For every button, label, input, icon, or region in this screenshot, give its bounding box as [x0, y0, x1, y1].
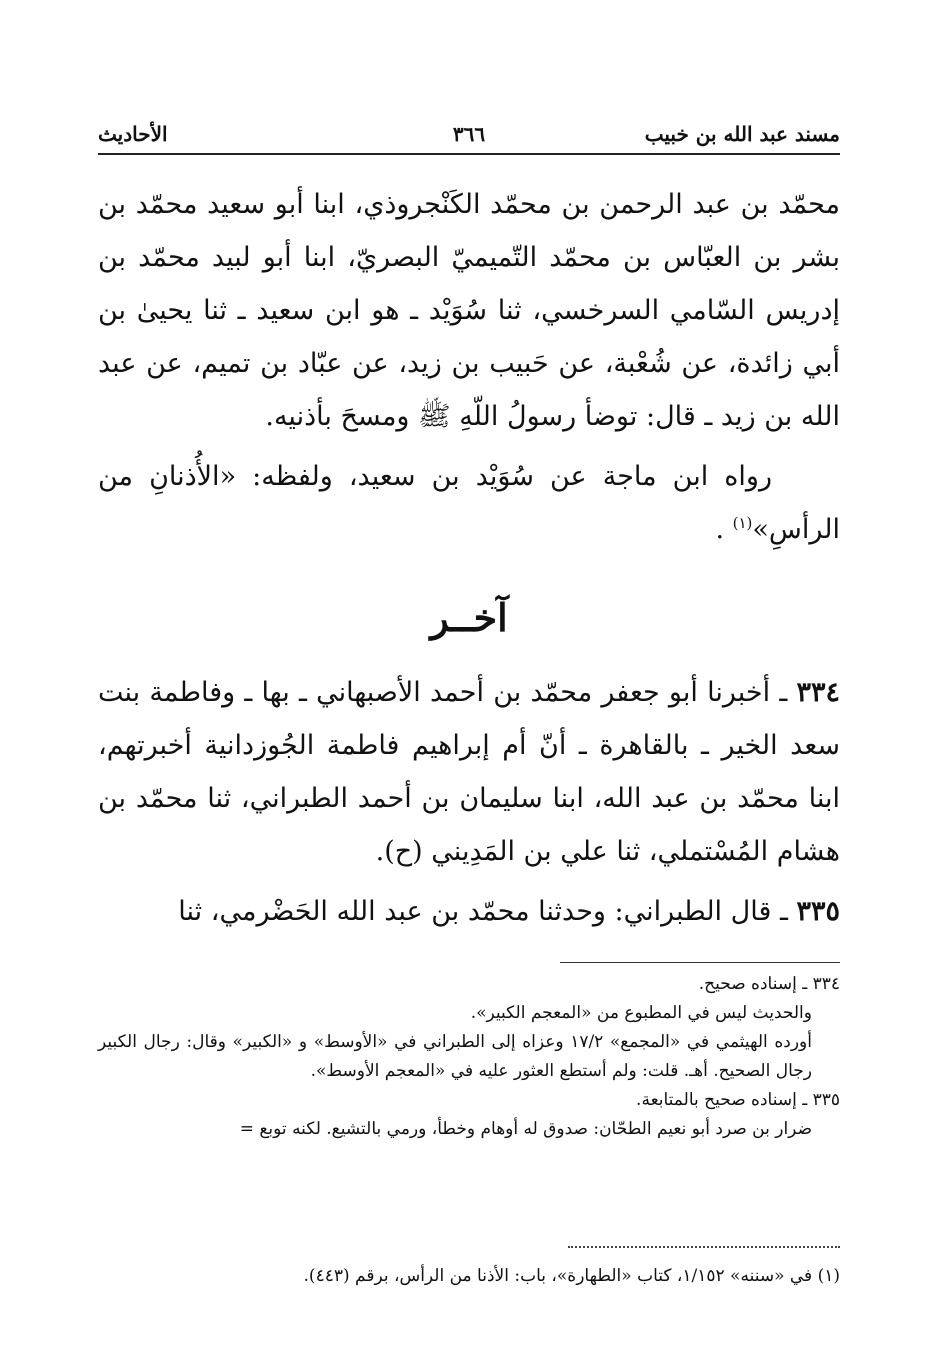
main-text: [98, 178, 840, 938]
header-divider: [98, 153, 840, 155]
hadith-number: ٣٣٥: [796, 896, 840, 927]
page-header: [98, 122, 840, 152]
page-number: ٣٦٦: [452, 122, 486, 146]
page: [98, 0, 840, 1356]
note-334: ٣٣٤ ـ إسناده صحيح.: [698, 974, 840, 994]
notes-divider: [560, 962, 840, 963]
hadith-number: ٣٣٤: [796, 677, 840, 708]
note-335-detail: ضرار بن صرد أبو نعيم الطحّان: صدوق له أوهام وخطأ، ورمي بالتشيع. لكنه توبع =: [239, 1119, 812, 1139]
scholarly-notes: [98, 970, 840, 1144]
section-heading: آخــر: [430, 595, 508, 640]
footnote-divider: [568, 1246, 840, 1248]
note-334-detail: أورده الهيثمي في «المجمع» ١٧/٢ وعزاه إلى الطبراني في «الأوسط» و «الكبير» وقال: رجال الكبير رجال الصحيح. أهـ. قلت: ولم أستطع العثور عليه في «المعجم الأوسط».: [98, 1032, 812, 1081]
commentary-paragraph: رواه ابن ماجة عن سُوَيْد بن سعيد، ولفظه: «الأُذنانِ من الرأسِ»$^{(١)}$ .: [98, 461, 840, 545]
hadith-text: ـ قال الطبراني: وحدثنا محمّد بن عبد الله الحَضْرمي، ثنا: [178, 896, 788, 927]
footnote: (١) في «سننه» ١/١٥٢، كتاب «الطهارة»، باب: الأذنا من الرأس، برقم (٤٤٣).: [303, 1266, 840, 1286]
note-335: ٣٣٥ ـ إسناده صحيح بالمتابعة.: [636, 1090, 840, 1110]
hadith-334: [98, 666, 840, 878]
commentary-text: رواه ابن ماجة عن سُوَيْد بن سعيد، ولفظه: «الأُذنانِ من الرأسِ»: [98, 461, 840, 545]
note-334-detail: والحديث ليس في المطبوع من «المعجم الكبير».: [470, 1003, 812, 1023]
hadith-continuation: محمّد بن عبد الرحمن بن محمّد الكَنْجروذي، ابنا أبو سعيد محمّد بن بشر بن العبّاس بن محمّد التّميميّ البصريّ، ابنا أبو لبيد محمّد بن إدريس السّامي السرخسي، ثنا سُوَيْد ـ هو ابن سعيد ـ ثنا يحيىٰ بن أبي زائدة، عن شُعْبة، عن حَبيب بن زيد، عن عبّاد بن تميم، عن عبد الله بن زيد ـ قال: توضأ رسولُ اللّهِ ﷺ ومسحَ بأذنيه.: [98, 189, 840, 432]
hadith-335: [98, 885, 840, 938]
hadith-text: ـ أخبرنا أبو جعفر محمّد بن أحمد الأصبهاني ـ بها ـ وفاطمة بنت سعد الخير ـ بالقاهرة ـ أنّ أم إبراهيم فاطمة الجُوزدانية أخبرتهم، ابنا محمّد بن عبد الله، ابنا سليمان بن أحمد الطبراني، ثنا محمّد بن هشام المُسْتملي، ثنا علي بن المَدِيني (ح).: [98, 677, 840, 867]
section-title: الأحاديث: [98, 122, 168, 146]
book-title: مسند عبد الله بن خبيب: [644, 122, 840, 146]
footnote-ref[interactable]: (١): [732, 514, 753, 532]
